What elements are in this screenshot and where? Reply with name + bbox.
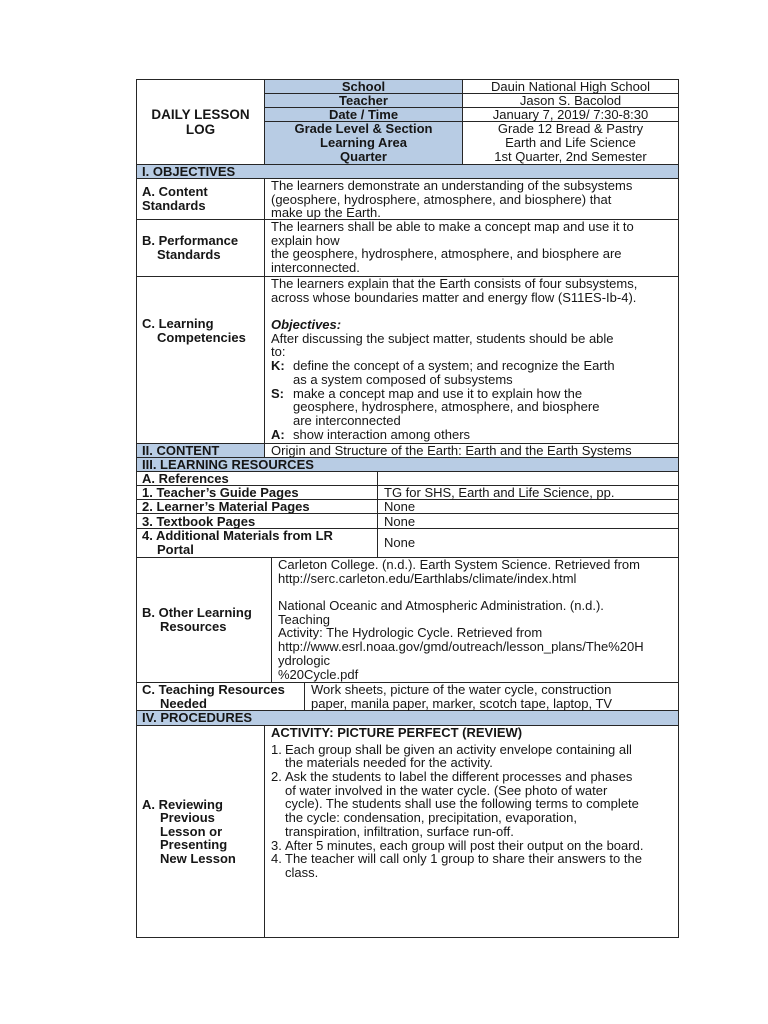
additional-materials-label [137, 529, 378, 558]
label-line: Portal [157, 542, 194, 557]
step-line: cycle). The students shall use the following terms to complete [285, 796, 639, 812]
content-standards-text [265, 179, 679, 220]
text-line: The learners demonstrate an understanding of the subsystems [271, 178, 633, 193]
text-line: show interaction among others [293, 426, 471, 442]
step-line: class. [285, 864, 319, 880]
textbook-pages-label: 3. Textbook Pages [137, 514, 378, 529]
label-line: Resources [160, 619, 227, 634]
class-info-values [463, 122, 679, 165]
label-line: A. Reviewing [142, 796, 223, 812]
activity-title: ACTIVITY: PICTURE PERFECT (REVIEW) [271, 725, 523, 740]
other-resources-text [272, 558, 679, 683]
step-line: transpiration, infiltration, surface run-off. [285, 823, 514, 839]
reviewing-lesson-row [137, 726, 679, 938]
content-standards-label [137, 179, 265, 220]
label-line: B. Performance [142, 233, 239, 249]
reviewing-lesson-label [137, 726, 265, 938]
label-line: Lesson or [160, 823, 223, 839]
textbook-pages-row [137, 514, 679, 529]
blank-line [271, 304, 678, 318]
content-standards-row [137, 179, 679, 220]
citation-line: National Oceanic and Atmospheric Administration. (n.d.). [278, 598, 604, 614]
teaching-resources-label [137, 683, 305, 711]
procedures-heading-row [137, 711, 679, 726]
teacher-value: Jason S. Bacolod [463, 94, 679, 108]
citation-line: Carleton College. (n.d.). Earth System Science. Retrieved from [278, 557, 640, 572]
citation-line: ydrologic [278, 652, 331, 668]
step-line: Ask the students to label the different processes and phases [285, 769, 633, 785]
label-line: Standards [142, 198, 206, 213]
text-line: are interconnected [293, 412, 401, 428]
procedures-heading: IV. PROCEDURES [137, 711, 679, 726]
school-value: Dauin National High School [463, 80, 679, 94]
other-resources-label [137, 558, 272, 683]
activity-step [271, 770, 678, 838]
step-number: 4. [271, 851, 282, 867]
learners-material-label: 2. Learner’s Material Pages [137, 500, 378, 514]
text-line: explain how [271, 232, 340, 248]
references-row [137, 472, 679, 486]
teaching-resources-text [305, 683, 679, 711]
quarter-label: Quarter [340, 149, 387, 164]
learning-competencies-label [137, 277, 265, 444]
text-line: as a system composed of subsystems [293, 371, 513, 387]
label-line: Needed [160, 695, 207, 711]
objective-key: S: [271, 385, 284, 401]
teachers-guide-value: TG for SHS, Earth and Life Science, pp. [378, 486, 679, 500]
label-line: Standards [157, 247, 221, 262]
content-text: Origin and Structure of the Earth: Earth and the Earth Systems [265, 444, 679, 458]
step-number: 3. [271, 837, 282, 853]
text-line: make a concept map and use it to explain how the [293, 385, 583, 401]
reviewing-lesson-text [265, 726, 679, 938]
learning-competencies-text [265, 277, 679, 444]
performance-standards-text [265, 220, 679, 277]
objectives-heading-row [137, 165, 679, 179]
step-line: The teacher will call only 1 group to share their answers to the [285, 851, 642, 867]
text-line: define the concept of a system; and recognize the Earth [293, 358, 615, 374]
learners-material-value: None [378, 500, 679, 514]
learning-resources-heading-row [137, 458, 679, 472]
text-line: The learners shall be able to make a concept map and use it to [271, 219, 634, 234]
label-line: Competencies [157, 329, 246, 345]
content-row [137, 444, 679, 458]
grade-level-section-value: Grade 12 Bread & Pastry [497, 121, 644, 136]
text-line: make up the Earth. [271, 205, 381, 221]
citation-line: http://serc.carleton.edu/Earthlabs/climate/index.html [278, 570, 577, 586]
objective-item-attitude [271, 428, 678, 442]
blank-line [278, 585, 678, 599]
objective-key: K: [271, 358, 285, 374]
step-line: the materials needed for the activity. [285, 755, 493, 771]
text-line: (geosphere, hydrosphere, atmosphere, and biosphere) that [271, 191, 612, 207]
textbook-pages-value: None [378, 514, 679, 529]
text-line: Work sheets, picture of the water cycle, construction [311, 682, 612, 697]
school-label: School [265, 80, 463, 94]
date-time-label: Date / Time [265, 108, 463, 122]
grade-level-section-label: Grade Level & Section [294, 121, 433, 136]
teachers-guide-label: 1. Teacher’s Guide Pages [137, 486, 378, 500]
step-line: of water involved in the water cycle. (See photo of water [285, 782, 608, 798]
text-line: paper, manila paper, marker, scotch tape, laptop, TV [311, 695, 613, 711]
citation-line: Teaching [278, 611, 331, 627]
references-value [378, 472, 679, 486]
label-line: 4. Additional Materials from LR [142, 528, 333, 544]
text-line: The learners explain that the Earth consists of four subsystems, [271, 276, 638, 291]
document-title-line: LOG [185, 122, 216, 137]
text-line: across whose boundaries matter and energy flow (S11ES-Ib-4). [271, 289, 637, 305]
learning-area-label: Learning Area [320, 135, 407, 150]
text-line: interconnected. [271, 260, 360, 276]
teaching-resources-row [137, 683, 679, 711]
quarter-value: 1st Quarter, 2nd Semester [494, 149, 647, 164]
date-time-value: January 7, 2019/ 7:30-8:30 [463, 108, 679, 122]
activity-step [271, 852, 678, 879]
class-info-labels [265, 122, 463, 165]
additional-materials-row [137, 529, 679, 558]
text-line: After discussing the subject matter, students should be able [271, 330, 614, 346]
teachers-guide-row [137, 486, 679, 500]
daily-lesson-log-table [136, 79, 679, 938]
step-line: After 5 minutes, each group will post their output on the board. [285, 837, 644, 853]
document-title [137, 80, 265, 165]
text-line: to: [271, 344, 286, 360]
label-line: C. Teaching Resources [142, 681, 285, 697]
citation-line: %20Cycle.pdf [278, 666, 359, 682]
learning-competencies-row [137, 277, 679, 444]
label-line: New Lesson [160, 850, 236, 866]
text-line: None [384, 535, 416, 551]
step-number: 2. [271, 769, 282, 785]
references-label: A. References [137, 472, 378, 486]
header-value-column [463, 80, 679, 165]
additional-materials-value [378, 529, 679, 558]
performance-standards-label [137, 220, 265, 277]
activity-step [271, 743, 678, 770]
teacher-label: Teacher [265, 94, 463, 108]
objective-item-skill [271, 387, 678, 428]
objective-item-knowledge [271, 359, 678, 386]
performance-standards-row [137, 220, 679, 277]
text-line: geosphere, hydrosphere, atmosphere, and biosphere [293, 399, 600, 415]
label-line: Previous [160, 810, 215, 826]
content-heading: II. CONTENT [137, 444, 265, 458]
activity-step [271, 839, 678, 853]
learning-resources-heading: III. LEARNING RESOURCES [137, 458, 679, 472]
citation-line: http://www.esrl.noaa.gov/gmd/outreach/lesson_plans/The%20H [278, 639, 644, 655]
learners-material-row [137, 500, 679, 514]
label-line: Presenting [160, 837, 228, 853]
header-label-column [265, 80, 463, 165]
label-line: B. Other Learning [142, 605, 252, 621]
header-section [137, 80, 679, 165]
step-line: Each group shall be given an activity envelope containing all [285, 741, 632, 757]
objectives-subheading: Objectives: [271, 317, 342, 333]
document-title-line: DAILY LESSON [151, 107, 250, 122]
text-line: the geosphere, hydrosphere, atmosphere, and biosphere are [271, 246, 622, 262]
learning-area-value: Earth and Life Science [505, 135, 636, 150]
label-line: A. Content [142, 184, 208, 200]
label-line: C. Learning [142, 316, 214, 331]
other-resources-row [137, 558, 679, 683]
step-number: 1. [271, 741, 282, 757]
citation-line: Activity: The Hydrologic Cycle. Retrieved from [278, 625, 543, 641]
objective-key: A: [271, 426, 285, 442]
objectives-heading: I. OBJECTIVES [137, 165, 679, 179]
step-line: the cycle: condensation, precipitation, evaporation, [285, 810, 577, 826]
